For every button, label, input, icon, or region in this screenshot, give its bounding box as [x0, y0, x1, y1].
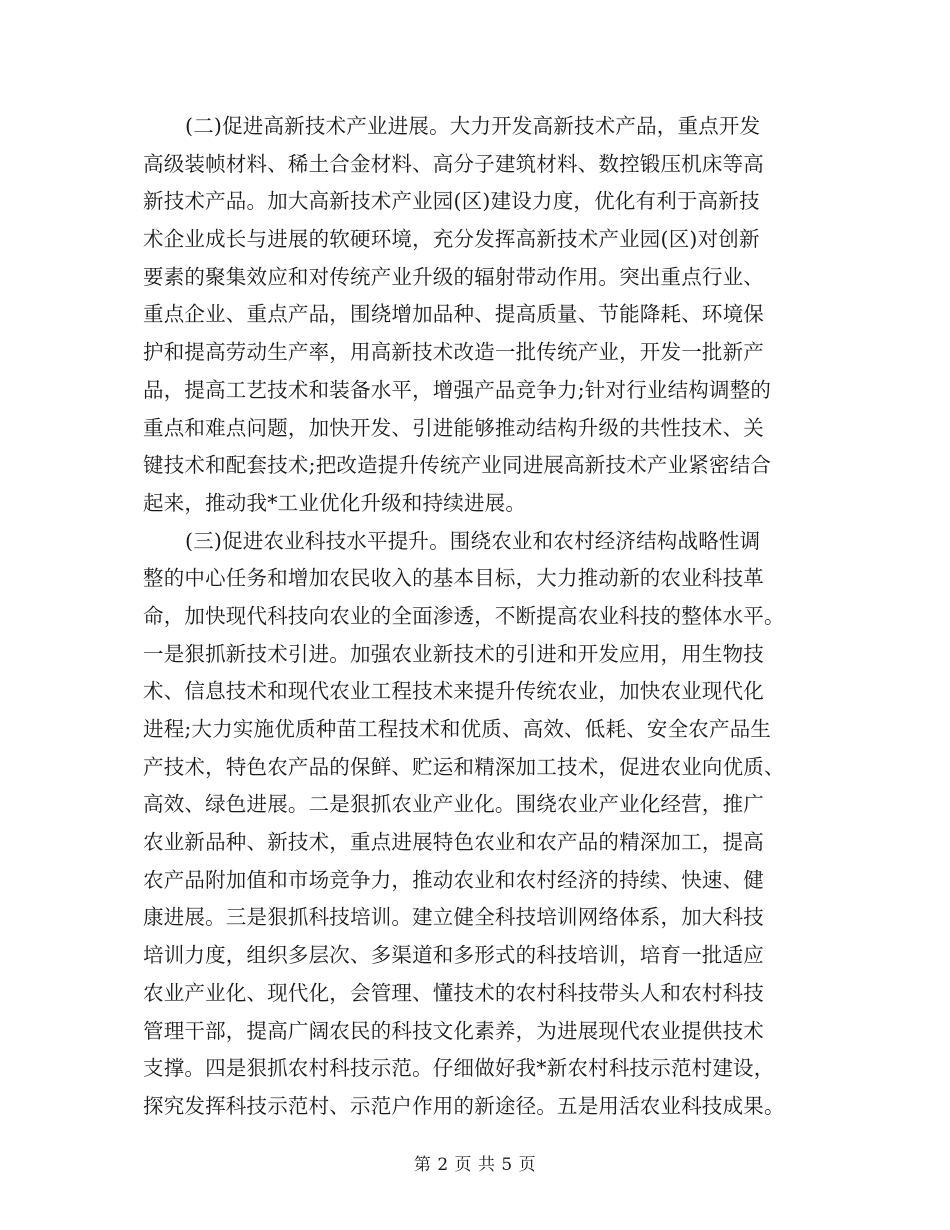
text-line: 农业新品种、新技术，重点进展特色农业和农产品的精深加工，提高 — [143, 830, 764, 855]
text-line: (二)促进高新技术产业进展。大力开发高新技术产品，重点开发 — [185, 114, 761, 138]
page-footer: 第 2 页 共 5 页 — [413, 1155, 537, 1175]
text-line: 新技术产品。加大高新技术产业园(区)建设力度，优化有利于高新技 — [143, 189, 760, 214]
text-line: (三)促进农业科技水平提升。围绕农业和农村经济结构战略性调 — [185, 528, 761, 553]
paragraph-agriculture — [143, 523, 813, 1126]
text-line: 整的中心任务和增加农民收入的基本目标，大力推动新的农业科技革 — [143, 566, 764, 591]
text-line: 培训力度，组织多层次、多渠道和多形式的科技培训，培育一批适应 — [143, 943, 764, 968]
text-line: 农业产业化、现代化，会管理、懂技术的农村科技带头人和农村科技 — [143, 980, 764, 1005]
text-line: 重点企业、重点产品，围绕增加品种、提高质量、节能降耗、环境保 — [143, 302, 764, 327]
text-line: 术、信息技术和现代农业工程技术来提升传统农业，加快农业现代化 — [143, 679, 764, 704]
text-line: 品，提高工艺技术和装备水平，增强产品竞争力;针对行业结构调整的 — [143, 377, 772, 402]
text-line: 要素的聚集效应和对传统产业升级的辐射带动作用。突出重点行业、 — [143, 264, 764, 289]
text-line: 护和提高劳动生产率，用高新技术改造一批传统产业，开发一批新产 — [143, 340, 764, 365]
text-line: 农产品附加值和市场竞争力，推动农业和农村经济的持续、快速、健 — [143, 867, 764, 892]
text-line: 产技术，特色农产品的保鲜、贮运和精深加工技术，促进农业向优质、 — [143, 754, 785, 779]
document-body — [143, 108, 813, 1126]
text-line: 起来，推动我*工业优化升级和持续进展。 — [143, 490, 527, 515]
text-line: 管理干部，提高广阔农民的科技文化素养，为进展现代农业提供技术 — [143, 1018, 764, 1043]
paragraph-high-tech — [143, 108, 813, 523]
text-line: 重点和难点问题，加快开发、引进能够推动结构升级的共性技术、关 — [143, 415, 764, 440]
text-line: 高级装帧材料、稀土合金材料、高分子建筑材料、数控锻压机床等高 — [143, 151, 764, 176]
text-line: 高效、绿色进展。二是狠抓农业产业化。围绕农业产业化经营，推广 — [143, 792, 764, 817]
text-line: 进程;大力实施优质种苗工程技术和优质、高效、低耗、安全农产品生 — [143, 717, 772, 741]
text-line: 一是狠抓新技术引进。加强农业新技术的引进和开发应用，用生物技 — [143, 641, 764, 666]
text-line: 探究发挥科技示范村、示范户作用的新途径。五是用活农业科技成果。 — [143, 1093, 785, 1118]
text-line: 命，加快现代科技向农业的全面渗透，不断提高农业科技的整体水平。 — [143, 603, 785, 628]
text-line: 康进展。三是狠抓科技培训。建立健全科技培训网络体系，加大科技 — [143, 905, 764, 930]
text-line: 键技术和配套技术;把改造提升传统产业同进展高新技术产业紧密结合 — [143, 453, 772, 478]
text-line: 术企业成长与进展的软硬环境，充分发挥高新技术产业园(区)对创新 — [143, 227, 760, 252]
text-line: 支撑。四是狠抓农村科技示范。仔细做好我*新农村科技示范村建设， — [143, 1056, 775, 1081]
